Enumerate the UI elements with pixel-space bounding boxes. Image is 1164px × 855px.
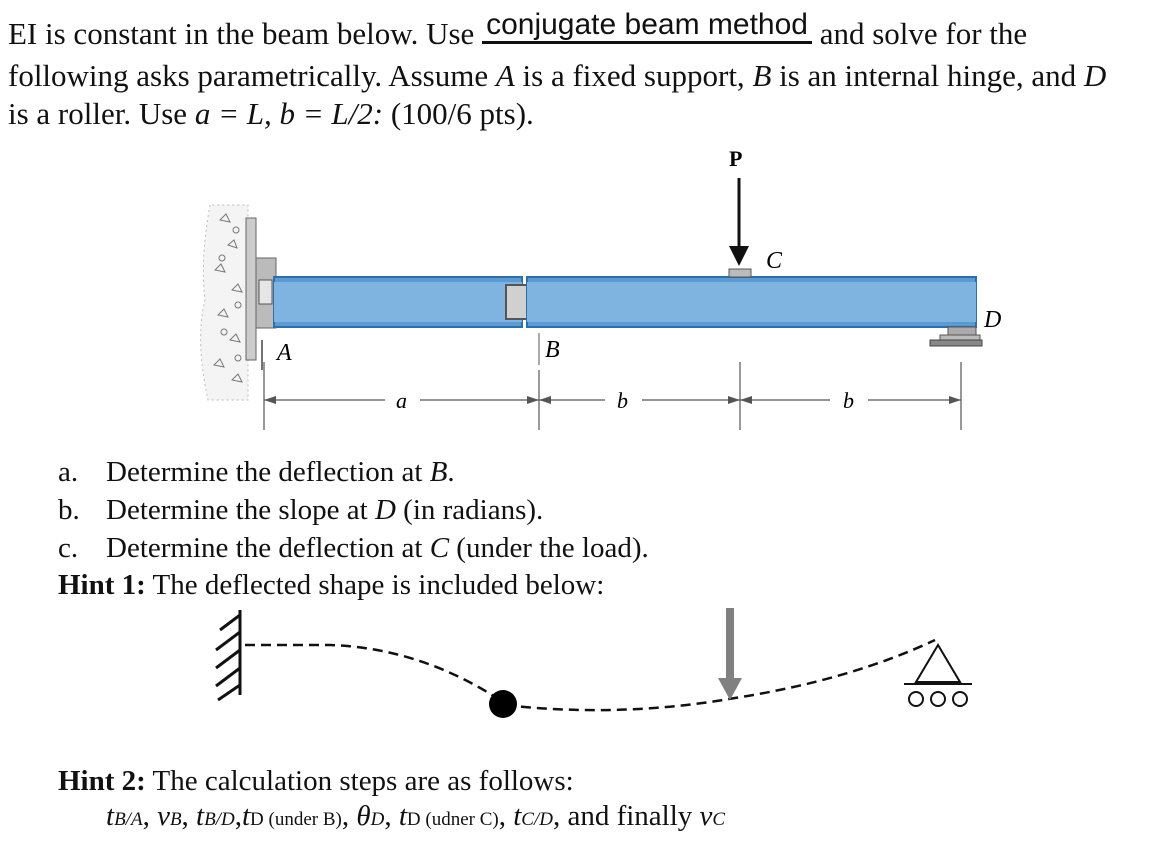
roller-support [930, 327, 982, 346]
dimension-lines [264, 362, 961, 430]
question-var: C [429, 532, 450, 564]
question-var: B [429, 456, 448, 488]
hint-2-text: The calculation steps are as follows: [152, 765, 574, 797]
question-text: (in radians). [403, 494, 544, 526]
question-label: c. [58, 532, 79, 564]
statement-text: EI is constant in the beam below. Use [8, 16, 475, 51]
step-sub: B/A [114, 809, 143, 830]
step-symbol: t [106, 800, 115, 832]
load-arrow-gray [718, 608, 742, 700]
question-label: a. [58, 456, 79, 488]
statement-text: and solve for the [819, 16, 1028, 51]
roller-symbol [904, 645, 972, 706]
label-d: D [984, 307, 1002, 333]
deflected-shape-figure [0, 600, 1164, 740]
var-a: A [495, 58, 515, 93]
question-c [58, 531, 649, 565]
label-c: C [766, 248, 783, 274]
fixed-support-hatch [216, 610, 240, 700]
deflected-curve-bd [505, 640, 935, 710]
statement-text: following asks parametrically. Assume [8, 58, 489, 93]
step-symbol: v [157, 800, 170, 832]
steps-final-text: and finally [567, 800, 693, 832]
question-b [58, 493, 543, 527]
points: (100/6 pts). [390, 96, 534, 131]
label-p: P [729, 146, 743, 171]
hint-2 [58, 764, 574, 798]
load-p-arrow [729, 178, 751, 277]
deflected-curve-ab [245, 645, 500, 700]
step-sub: C [712, 809, 726, 830]
question-text: Determine the deflection at [106, 456, 423, 488]
beam-segment-ab [274, 277, 522, 327]
statement-line-2 [8, 58, 1106, 94]
question-var: D [374, 494, 396, 526]
dim-a: a [396, 388, 407, 413]
statement-line-1 [8, 8, 1028, 54]
statement-text: is an internal hinge, and [779, 58, 1077, 93]
step-sub: B/D [204, 809, 235, 830]
step-sub: D [370, 809, 385, 830]
beam-segment-bd [527, 277, 976, 327]
hint-1 [58, 568, 604, 602]
step-symbol: t [196, 800, 205, 832]
question-a [58, 455, 455, 489]
step-symbol: t [241, 800, 251, 832]
step-symbol: t [513, 800, 522, 832]
calculation-steps: tB/A, vB, tB/D,tD (under B), θD, tD (udner C), tC/D, and finally vC [106, 800, 726, 832]
question-text: . [447, 456, 455, 488]
hint-1-title: Hint 1: [58, 569, 146, 601]
fixed-wall [201, 205, 276, 400]
statement-text: is a roller. Use [8, 96, 188, 131]
step-symbol: θ [356, 800, 371, 832]
step-symbol: v [699, 800, 713, 832]
var-b: B [752, 58, 772, 93]
step-symbol: t [398, 800, 407, 832]
question-text: Determine the slope at [106, 494, 368, 526]
hinge-dot [489, 690, 517, 718]
label-b: B [545, 337, 560, 363]
question-text: Determine the deflection at [106, 532, 423, 564]
hint-1-text: The deflected shape is included below: [152, 569, 605, 601]
step-sub: C/D [521, 809, 553, 830]
method-highlight: conjugate beam method [482, 10, 812, 44]
var-d: D [1083, 58, 1107, 93]
step-sub: B [169, 809, 182, 830]
dim-b-2: b [843, 388, 854, 413]
parameters: a = L, b = L/2: [194, 96, 384, 131]
question-label: b. [58, 494, 80, 526]
label-a: A [277, 340, 292, 366]
step-sub: D (under B) [250, 809, 342, 830]
step-sub: D (udner C) [406, 809, 499, 830]
statement-text: is a fixed support, [522, 58, 745, 93]
hint-2-title: Hint 2: [58, 765, 146, 797]
statement-line-3 [8, 96, 534, 132]
question-text: (under the load). [456, 532, 649, 564]
dim-b-1: b [617, 388, 628, 413]
